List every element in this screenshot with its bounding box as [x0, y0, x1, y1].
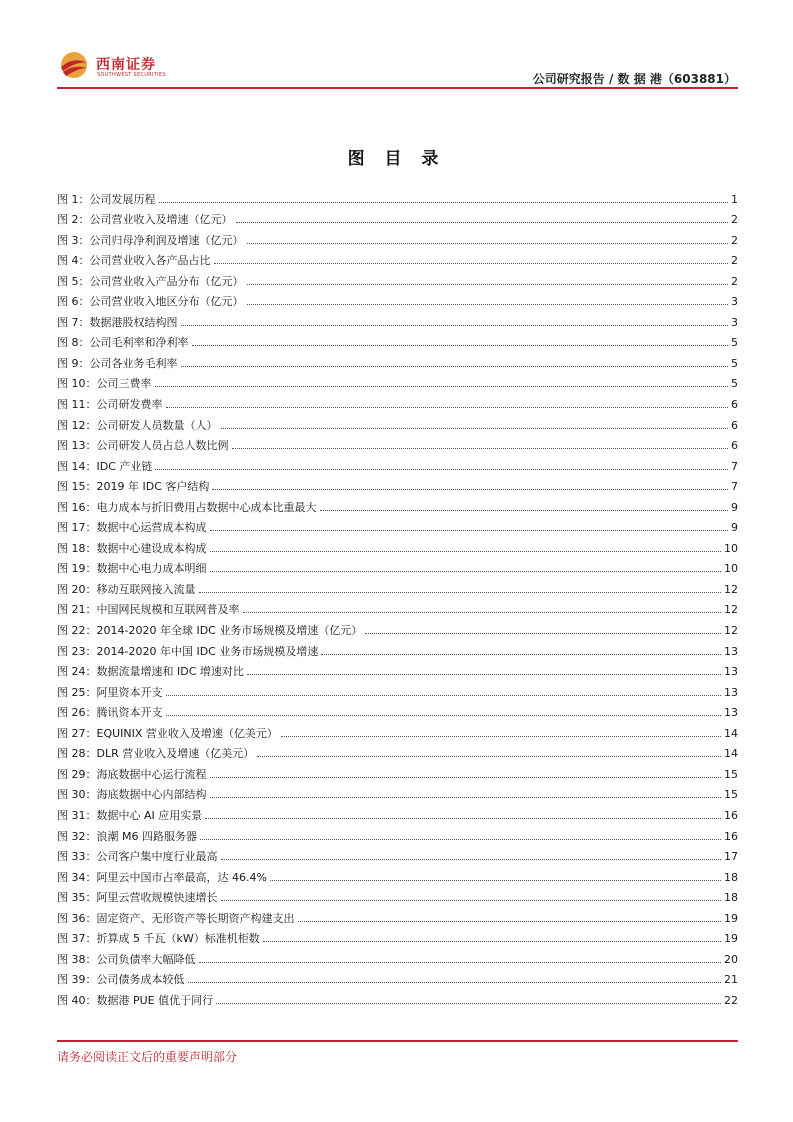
toc-dot-leader — [159, 201, 729, 203]
toc-entry[interactable] — [57, 391, 738, 412]
toc-dot-leader — [210, 550, 722, 552]
toc-entry[interactable] — [57, 659, 738, 680]
toc-entry-page-number: 21 — [724, 973, 738, 987]
toc-entry-label: 图 22：2014-2020 年全球 IDC 业务市场规模及增速（亿元） — [57, 624, 363, 638]
toc-entry-label: 图 10：公司三费率 — [57, 377, 152, 391]
toc-dot-leader — [166, 714, 722, 716]
toc-entry-label: 图 7：数据港股权结构图 — [57, 315, 178, 329]
toc-entry-page-number: 15 — [724, 767, 738, 781]
toc-entry[interactable] — [57, 474, 738, 495]
toc-entry-page-number: 3 — [731, 295, 738, 309]
toc-entry-label: 图 28：DLR 营业收入及增速（亿美元） — [57, 747, 255, 761]
toc-entry[interactable] — [57, 186, 738, 207]
toc-dot-leader — [199, 591, 722, 593]
toc-entry-page-number: 13 — [724, 706, 738, 720]
toc-entry-label: 图 21：中国网民规模和互联网普及率 — [57, 603, 240, 617]
footer-disclaimer: 请务必阅读正文后的重要声明部分 — [57, 1050, 238, 1064]
toc-entry-label: 图 25：阿里资本开支 — [57, 685, 163, 699]
toc-entry-label: 图 12：公司研发人员数量（人） — [57, 418, 218, 432]
toc-dot-leader — [236, 221, 729, 223]
toc-entry-label: 图 11：公司研发费率 — [57, 398, 163, 412]
toc-entry[interactable] — [57, 515, 738, 536]
toc-entry-label: 图 3：公司归母净利润及增速（亿元） — [57, 233, 244, 247]
toc-entry-page-number: 12 — [724, 624, 738, 638]
toc-entry[interactable] — [57, 741, 738, 762]
toc-entry[interactable] — [57, 268, 738, 289]
toc-entry-label: 图 39：公司债务成本较低 — [57, 973, 185, 987]
toc-entry[interactable] — [57, 576, 738, 597]
toc-entry-page-number: 15 — [724, 788, 738, 802]
toc-entry-label: 图 1：公司发展历程 — [57, 192, 156, 206]
toc-entry-label: 图 15：2019 年 IDC 客户结构 — [57, 480, 210, 494]
toc-dot-leader — [181, 324, 729, 326]
toc-dot-leader — [232, 447, 729, 449]
toc-entry-page-number: 12 — [724, 603, 738, 617]
toc-entry[interactable] — [57, 248, 738, 269]
toc-entry-label: 图 29：海底数据中心运行流程 — [57, 767, 207, 781]
logo-subtitle: SOUTHWEST SECURITIES — [97, 72, 166, 78]
toc-entry-page-number: 10 — [724, 541, 738, 555]
toc-entry[interactable] — [57, 700, 738, 721]
toc-entry-label: 图 37：折算成 5 千瓦（kW）标准机柜数 — [57, 932, 260, 946]
toc-entry[interactable] — [57, 967, 738, 988]
toc-entry-page-number: 9 — [731, 500, 738, 514]
toc-entry-label: 图 23：2014-2020 年中国 IDC 业务市场规模及增速 — [57, 644, 319, 658]
toc-entry-page-number: 14 — [724, 726, 738, 740]
toc-entry-label: 图 24：数据流量增速和 IDC 增速对比 — [57, 665, 244, 679]
toc-dot-leader — [155, 385, 729, 387]
toc-entry-page-number: 13 — [724, 685, 738, 699]
toc-entry[interactable] — [57, 597, 738, 618]
toc-dot-leader — [243, 611, 722, 613]
toc-dot-leader — [247, 283, 729, 285]
toc-entry-label: 图 20：移动互联网接入流量 — [57, 582, 196, 596]
toc-dot-leader — [199, 961, 722, 963]
toc-entry-label: 图 31：数据中心 AI 应用实景 — [57, 808, 203, 822]
toc-entry-page-number: 20 — [724, 952, 738, 966]
toc-entry[interactable] — [57, 289, 738, 310]
toc-entry[interactable] — [57, 720, 738, 741]
toc-dot-leader — [210, 529, 729, 531]
toc-dot-leader — [210, 776, 722, 778]
toc-entry[interactable] — [57, 494, 738, 515]
toc-dot-leader — [212, 488, 728, 490]
company-logo-icon — [57, 50, 91, 80]
toc-entry-label: 图 6：公司营业收入地区分布（亿元） — [57, 295, 244, 309]
toc-dot-leader — [281, 735, 721, 737]
toc-dot-leader — [263, 940, 721, 942]
toc-entry[interactable] — [57, 453, 738, 474]
toc-entry[interactable] — [57, 987, 738, 1008]
toc-entry-page-number: 7 — [731, 459, 738, 473]
toc-entry-label: 图 14：IDC 产业链 — [57, 459, 153, 473]
toc-dot-leader — [320, 509, 729, 511]
toc-entry-page-number: 2 — [731, 213, 738, 227]
toc-entry-page-number: 1 — [731, 192, 738, 206]
toc-entry[interactable] — [57, 350, 738, 371]
toc-dot-leader — [247, 303, 729, 305]
toc-entry[interactable] — [57, 371, 738, 392]
toc-dot-leader — [192, 344, 729, 346]
toc-dot-leader — [210, 570, 722, 572]
toc-entry-label: 图 30：海底数据中心内部结构 — [57, 788, 207, 802]
toc-entry[interactable] — [57, 330, 738, 351]
toc-entry-page-number: 13 — [724, 665, 738, 679]
toc-entry[interactable] — [57, 926, 738, 947]
toc-dot-leader — [257, 755, 721, 757]
toc-entry-label: 图 33：公司客户集中度行业最高 — [57, 850, 218, 864]
toc-dot-leader — [216, 1002, 721, 1004]
toc-entry-label: 图 38：公司负债率大幅降低 — [57, 952, 196, 966]
toc-entry[interactable] — [57, 309, 738, 330]
toc-entry-page-number: 2 — [731, 274, 738, 288]
toc-entry-label: 图 9：公司各业务毛利率 — [57, 356, 178, 370]
toc-entry-page-number: 16 — [724, 829, 738, 843]
page-title: 图 目 录 — [347, 149, 446, 169]
toc-entry[interactable] — [57, 617, 738, 638]
toc-entry-label: 图 16：电力成本与折旧费用占数据中心成本比重最大 — [57, 500, 317, 514]
toc-dot-leader — [221, 858, 722, 860]
toc-entry[interactable] — [57, 556, 738, 577]
toc-entry-page-number: 6 — [731, 398, 738, 412]
toc-entry-page-number: 3 — [731, 315, 738, 329]
toc-entry-label: 图 35：阿里云营收规模快速增长 — [57, 891, 218, 905]
toc-entry-label: 图 13：公司研发人员占总人数比例 — [57, 439, 229, 453]
toc-entry[interactable] — [57, 864, 738, 885]
footer-divider — [57, 1040, 738, 1042]
toc-entry-page-number: 22 — [724, 993, 738, 1007]
toc-entry[interactable] — [57, 535, 738, 556]
toc-entry-page-number: 5 — [731, 377, 738, 391]
toc-entry-label: 图 26：腾讯资本开支 — [57, 706, 163, 720]
toc-dot-leader — [181, 365, 729, 367]
toc-entry-label: 图 5：公司营业收入产品分布（亿元） — [57, 274, 244, 288]
toc-entry-page-number: 13 — [724, 644, 738, 658]
toc-entry-page-number: 18 — [724, 891, 738, 905]
toc-entry[interactable] — [57, 227, 738, 248]
toc-entry-label: 图 8：公司毛利率和净利率 — [57, 336, 189, 350]
toc-dot-leader — [365, 632, 721, 634]
toc-entry[interactable] — [57, 802, 738, 823]
toc-dot-leader — [298, 920, 722, 922]
header-divider — [57, 87, 738, 89]
toc-entry[interactable] — [57, 823, 738, 844]
logo-name: 西南证券 — [96, 57, 156, 73]
toc-entry-label: 图 32：浪潮 M6 四路服务器 — [57, 829, 197, 843]
toc-entry-page-number: 12 — [724, 582, 738, 596]
toc-entry-page-number: 9 — [731, 521, 738, 535]
toc-dot-leader — [210, 796, 722, 798]
toc-dot-leader — [205, 817, 721, 819]
toc-dot-leader — [155, 468, 728, 470]
toc-entry-page-number: 2 — [731, 233, 738, 247]
toc-entry-page-number: 5 — [731, 336, 738, 350]
toc-entry-page-number: 18 — [724, 870, 738, 884]
toc-entry[interactable] — [57, 885, 738, 906]
toc-entry-label: 图 40：数据港 PUE 值优于同行 — [57, 993, 214, 1007]
toc-entry[interactable] — [57, 679, 738, 700]
toc-entry-page-number: 10 — [724, 562, 738, 576]
toc-dot-leader — [166, 406, 729, 408]
toc-entry[interactable] — [57, 946, 738, 967]
toc-entry-label: 图 36：固定资产、无形资产等长期资产构建支出 — [57, 911, 295, 925]
toc-entry[interactable] — [57, 638, 738, 659]
toc-entry-label: 图 2：公司营业收入及增速（亿元） — [57, 213, 233, 227]
toc-entry-page-number: 6 — [731, 418, 738, 432]
toc-entry[interactable] — [57, 844, 738, 865]
toc-dot-leader — [214, 262, 729, 264]
page-header — [0, 0, 793, 90]
toc-entry-label: 图 4：公司营业收入各产品占比 — [57, 254, 211, 268]
toc-dot-leader — [166, 694, 722, 696]
toc-entry-page-number: 19 — [724, 932, 738, 946]
report-title: 公司研究报告 / 数 据 港（603881） — [532, 72, 736, 86]
toc-dot-leader — [321, 653, 721, 655]
toc-dot-leader — [188, 981, 722, 983]
toc-entry-label: 图 27：EQUINIX 营业收入及增速（亿美元） — [57, 726, 278, 740]
toc-dot-leader — [200, 838, 721, 840]
toc-dot-leader — [221, 899, 722, 901]
toc-entry-page-number: 5 — [731, 356, 738, 370]
toc-entry[interactable] — [57, 761, 738, 782]
toc-entry-page-number: 6 — [731, 439, 738, 453]
toc-entry-page-number: 7 — [731, 480, 738, 494]
toc-entry[interactable] — [57, 905, 738, 926]
toc-entry-page-number: 2 — [731, 254, 738, 268]
toc-dot-leader — [247, 673, 721, 675]
toc-entry[interactable] — [57, 412, 738, 433]
toc-dot-leader — [247, 242, 729, 244]
toc-entry[interactable] — [57, 782, 738, 803]
toc-entry-label: 图 34：阿里云中国市占率最高，达 46.4% — [57, 870, 267, 884]
toc-dot-leader — [270, 879, 721, 881]
toc-entry[interactable] — [57, 207, 738, 228]
toc-entry-page-number: 14 — [724, 747, 738, 761]
toc-entry-page-number: 16 — [724, 808, 738, 822]
toc-dot-leader — [221, 427, 729, 429]
toc-entry-page-number: 19 — [724, 911, 738, 925]
toc-entry[interactable] — [57, 433, 738, 454]
toc-entry-label: 图 18：数据中心建设成本构成 — [57, 541, 207, 555]
toc-entry-label: 图 19：数据中心电力成本明细 — [57, 562, 207, 576]
toc-entry-page-number: 17 — [724, 850, 738, 864]
figure-table-of-contents — [57, 186, 738, 1008]
toc-entry-label: 图 17：数据中心运营成本构成 — [57, 521, 207, 535]
